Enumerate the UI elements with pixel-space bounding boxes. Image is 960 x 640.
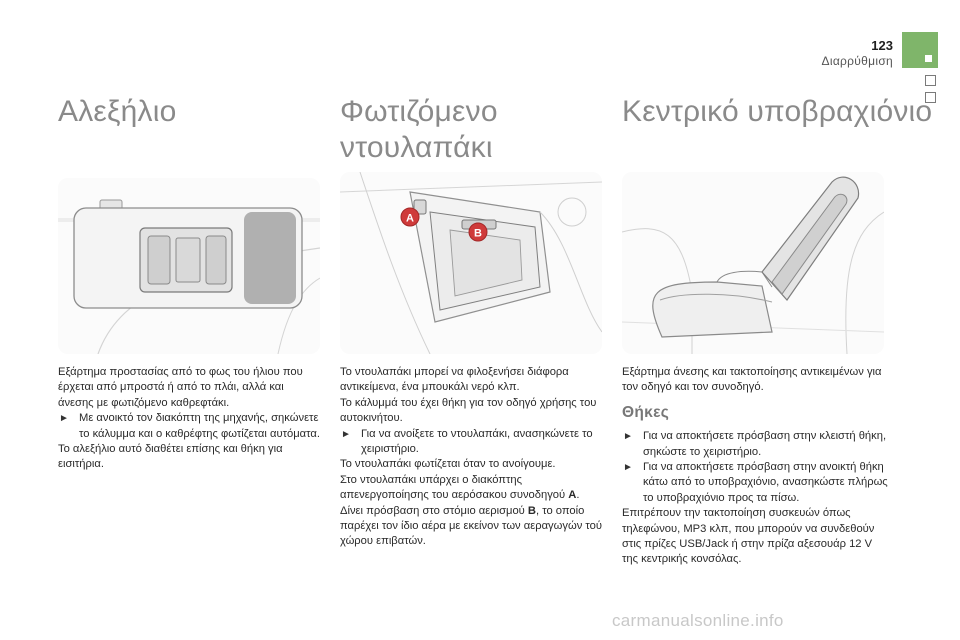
page-number: 123 [871,38,893,53]
subheading-compartments: Θήκες [622,403,670,421]
arrow-bullet-icon: ► [341,428,351,440]
sun-visor-illustration [58,178,320,354]
bullet-text: Για να ανοίξετε το ντουλαπάκι, ανασηκώνετε το χειριστήριο. [361,427,593,456]
callout-a: A [406,212,414,225]
bullet-item [340,427,604,458]
paragraph: Δίνει πρόσβαση στο στόμιο αερισμού B, το οποίο παρέχει τον ίδιο αέρα με εκείνον των αεραγωγών τού χώρου επιβατών. [340,504,602,548]
tab-marker-icon [925,55,932,62]
sun-visor-text [58,365,322,473]
title-sun-visor: Αλεξήλιο [58,95,177,128]
glovebox-illustration [340,172,602,354]
arrow-bullet-icon: ► [623,462,633,474]
bullet-text: Για να αποκτήσετε πρόσβαση στην ανοικτή θήκη κάτω από το υποβραχιόνιο, ανασηκώστε πλήρως το υποβραχιόνιο προς τα πίσω. [643,461,888,504]
paragraph: Το ντουλαπάκι μπορεί να φιλοξενήσει διάφορα αντικείμενα, ένα μπουκάλι νερό κλπ. [340,366,569,394]
chapter-tab[interactable] [925,75,936,86]
paragraph: Επιτρέπουν την τακτοποίηση συσκευών όπως τηλεφώνου, MP3 κλπ, που μπορούν να συνδεθούν στις πρίζες USB/Jack ή στην πρίζα αξεσουάρ 12 V της κεντρικής κονσόλας. [622,507,875,566]
chapter-tab-active[interactable] [902,32,938,68]
paragraph: Το κάλυμμά του έχει θήκη για τον οδηγό χρήσης του αυτοκινήτου. [340,396,597,425]
paragraph: Εξάρτημα προστασίας από το φως του ήλιου που έρχεται από μπροστά ή από το πλάι, αλλά και άνεσης με φωτιζόμενο καθρεφτάκι. [58,366,303,409]
paragraph: Στο ντουλαπάκι υπάρχει ο διακόπτης απενεργοποίησης του αερόσακου συνοδηγού A. [340,473,580,502]
paragraph: Το ντουλαπάκι φωτίζεται όταν το ανοίγουμε. [340,458,556,471]
title-armrest: Κεντρικό υποβραχιόνιο [622,95,933,128]
callout-b: B [474,227,482,240]
arrow-bullet-icon: ► [623,431,633,443]
title-glovebox: Φωτιζόμενο ντουλαπάκι [340,95,498,164]
bullet-text: Με ανοικτό τον διακόπτη της μηχανής, σηκώνετε το κάλυμμα και ο καθρέφτης φωτίζεται αυτόματα. [79,412,320,440]
watermark: carmanualsonline.info [612,611,784,630]
glovebox-text [340,365,604,550]
bullet-text: Για να αποκτήσετε πρόσβαση στην κλειστή θήκη, σηκώστε το χειριστήριο. [643,430,887,458]
section-title: Διαρρύθμιση [821,54,893,68]
bullet-item [622,460,888,506]
armrest-illustration [622,172,884,354]
bullet-item [58,411,322,442]
armrest-text [622,365,888,568]
paragraph: Το αλεξήλιο αυτό διαθέτει επίσης και θήκη για εισιτήρια. [58,443,283,471]
paragraph: Εξάρτημα άνεσης και τακτοποίησης αντικειμένων για τον οδηγό και τον συνοδηγό. [622,366,882,394]
arrow-bullet-icon: ► [59,413,69,425]
bullet-item [622,429,888,460]
